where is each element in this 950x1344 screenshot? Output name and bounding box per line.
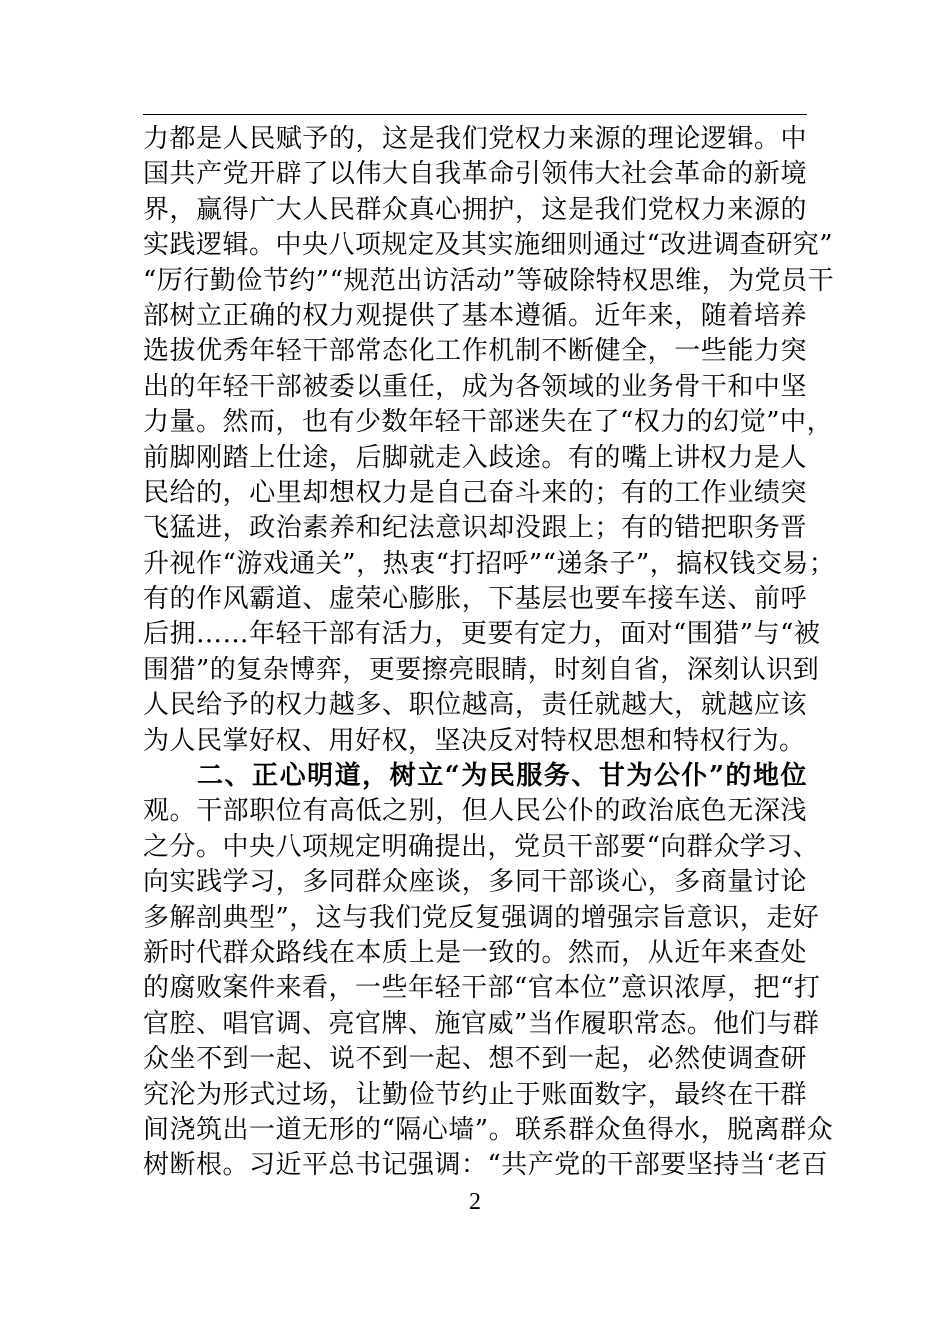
text-line: 有的作风霸道、虚荣心膨胀，下基层也要车接车送、前呼 bbox=[143, 584, 807, 615]
text-line: 新时代群众路线在本质上是一致的。然而，从近年来查处 bbox=[143, 937, 807, 968]
text-line: “厉行勤俭节约”“规范出访活动”等破除特权思维，为党员干 bbox=[143, 265, 835, 296]
paragraph-2 bbox=[143, 759, 834, 1184]
text-line: 国共产党开辟了以伟大自我革命引领伟大社会革命的新境 bbox=[143, 159, 807, 190]
text-line: 向实践学习，多同群众座谈，多同干部谈心，多商量讨论 bbox=[143, 867, 807, 898]
text-line: 升视作“游戏通关”，热衷“打招呼”“递条子”，搞权钱交易； bbox=[143, 548, 836, 579]
text-line: 的腐败案件来看，一些年轻干部“官本位”意识浓厚，把“打 bbox=[143, 973, 821, 1004]
page-number: 2 bbox=[469, 1189, 481, 1215]
text-line: 力都是人民赋予的，这是我们党权力来源的理论逻辑。中 bbox=[143, 124, 807, 154]
header-rule bbox=[143, 114, 807, 115]
text-line: 围猎”的复杂博弈，更要擦亮眼睛，时刻自省，深刻认识到 bbox=[143, 654, 820, 685]
section-heading-line bbox=[143, 759, 807, 794]
section-heading: 二、正心明道，树立“为民服务、甘为公仆”的地位 bbox=[197, 761, 807, 792]
text-line: 众坐不到一起、说不到一起、想不到一起，必然使调查研 bbox=[143, 1044, 807, 1075]
text-line: 飞猛进，政治素养和纪法意识却没跟上；有的错把职务晋 bbox=[143, 513, 807, 544]
text-line: 界，赢得广大人民群众真心拥护，这是我们党权力来源的 bbox=[143, 194, 807, 225]
document-body bbox=[143, 122, 836, 1184]
text-line: 树断根。习近平总书记强调：“共产党的干部要坚持当‘老百 bbox=[143, 1150, 829, 1181]
text-line: 为人民掌好权、用好权，坚决反对特权思想和特权行为。 bbox=[143, 725, 806, 756]
text-line: 后拥……年轻干部有活力，更要有定力，面对“围猎”与“被 bbox=[143, 619, 821, 650]
text-line: 部树立正确的权力观提供了基本遵循。近年来，随着培养 bbox=[143, 300, 807, 331]
paragraph-1 bbox=[143, 122, 836, 759]
text-line: 选拔优秀年轻干部常态化工作机制不断健全，一些能力突 bbox=[143, 336, 807, 367]
text-line: 究沦为形式过场，让勤俭节约止于账面数字，最终在干群 bbox=[143, 1079, 807, 1110]
text-line: 人民给予的权力越多、职位越高，责任就越大，就越应该 bbox=[143, 690, 807, 721]
text-line: 民给的，心里却想权力是自己奋斗来的；有的工作业绩突 bbox=[143, 477, 807, 508]
text-line: 前脚刚踏上仕途，后脚就走入歧途。有的嘴上讲权力是人 bbox=[143, 442, 807, 473]
text-line: 之分。中央八项规定明确提出，党员干部要“向群众学习、 bbox=[143, 831, 820, 862]
text-line: 间浇筑出一道无形的“隔心墙”。联系群众鱼得水，脱离群众 bbox=[143, 1114, 834, 1145]
text-line: 实践逻辑。中央八项规定及其实施细则通过“改进调查研究” bbox=[143, 230, 834, 261]
text-line: 出的年轻干部被委以重任，成为各领域的业务骨干和中坚 bbox=[143, 371, 807, 402]
text-line: 力量。然而，也有少数年轻干部迷失在了“权力的幻觉”中， bbox=[143, 407, 834, 438]
text-line: 官腔、唱官调、亮官牌、施官威”当作履职常态。他们与群 bbox=[143, 1008, 820, 1039]
text-line: 多解剖典型”，这与我们党反复强调的增强宗旨意识，走好 bbox=[143, 902, 820, 933]
text-line: 观。干部职位有高低之别，但人民公仆的政治底色无深浅 bbox=[143, 796, 807, 827]
